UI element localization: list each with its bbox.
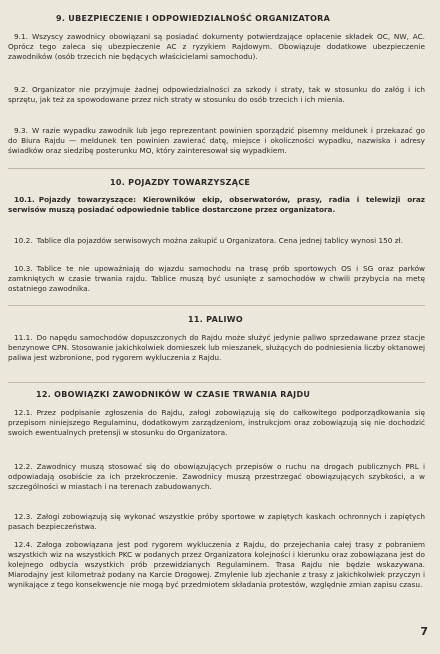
paragraph-number: 11.1.: [14, 333, 33, 342]
paragraph-text: W razie wypadku zawodnik lub jego reprezentant powinien sporządzić pisemny meldunek i przekazać go do Biura Rajdu — meldunek ten powinien zawierać datę, miejsce i okoliczności wypadku, nazwiska i adresy świadków oraz siedzibę posterunku MO, który zainteresował się wypadkiem.: [8, 126, 425, 155]
paragraph-12-3: [8, 512, 425, 532]
paragraph-number: 9.1.: [14, 32, 28, 41]
paragraph-number: 10.2.: [14, 236, 33, 245]
paragraph-number: 12.4.: [14, 540, 33, 549]
paragraph-number: 10.3.: [14, 264, 33, 273]
paragraph-number: 10.1.: [14, 195, 35, 204]
section-heading-12: 12. OBOWIĄZKI ZAWODNIKÓW W CZASIE TRWANIA RAJDU: [36, 390, 311, 399]
paragraph-9-2: [8, 85, 425, 105]
paragraph-9-1: [8, 32, 425, 62]
paragraph-number: 12.1.: [14, 408, 33, 417]
section-divider: [8, 382, 425, 383]
paragraph-text: Załoga zobowiązana jest pod rygorem wykluczenia z Rajdu, do przejechania całej trasy z pobraniem wszystkich wiz na wszystkich PKC w podanych przez Organizatora kolejności i kierunku oraz zobowiązana jest do kolejnego odbycia wszystkich prób przewidzianych Regulaminem. Trasa Rajdu nie będzie wskazywana. Miarodajny jest kilometraż podany na Karcie Drogowej. Zmylenie lub zjechanie z trasy z jakichkolwiek przyczyn i wynikające z tego konsekwencje nie mogą być przedmiotem składania protestów, względnie zmian zapisu czasu.: [8, 540, 425, 589]
paragraph-text: Pojazdy towarzyszące: Kierowników ekip, obserwatorów, prasy, radia i telewizji oraz serwisów muszą posiadać odpowiednie tablice dostarczone przez organizatora.: [8, 195, 425, 214]
paragraph-10-3: [8, 264, 425, 294]
paragraph-12-2: [8, 462, 425, 492]
section-heading-11: 11. PALIWO: [188, 315, 243, 324]
paragraph-text: Do napędu samochodów dopuszczonych do Rajdu może służyć jedynie paliwo sprzedawane przez stacje benzynowe CPN. Stosowanie jakichkolwiek domieszek lub mieszanek, służących do podniesienia liczby oktanowej paliwa jest wzbronione, pod rygorem wykluczenia z Rajdu.: [8, 333, 425, 362]
paragraph-10-2: [8, 236, 425, 246]
paragraph-text: Zawodnicy muszą stosować się do obowiązujących przepisów o ruchu na drogach publicznych PRL i odpowiadają osobiście za ich przekroczenie. Zawodnicy muszą przestrzegać obowiązujących szybkości, a w szczególności w miastach i na terenach zabudowanych.: [8, 462, 425, 491]
section-divider: [8, 305, 425, 306]
paragraph-text: Przez podpisanie zgłoszenia do Rajdu, załogi zobowiązują się do całkowitego podporządkowania się przepisom niniejszego Regulaminu, dodatkowym zarządzeniom, instrukcjom oraz zobowiązują się nie dochodzić swoich ewentualnych pretensji w stosunku do Organizatora.: [8, 408, 425, 437]
paragraph-10-1: [8, 195, 425, 215]
paragraph-12-4: [8, 540, 425, 590]
section-heading-9: 9. UBEZPIECZENIE I ODPOWIEDZIALNOŚĆ ORGANIZATORA: [56, 14, 331, 23]
paragraph-text: Tablice dla pojazdów serwisowych można zakupić u Organizatora. Cena jednej tablicy wynosi 150 zł.: [36, 236, 403, 245]
paragraph-number: 9.2.: [14, 85, 28, 94]
paragraph-text: Załogi zobowiązują się wykonać wszystkie próby sportowe w zapiętych kaskach ochronnych i zapiętych pasach bezpieczeństwa.: [8, 512, 425, 531]
paragraph-11-1: [8, 333, 425, 363]
page-number: 7: [420, 625, 428, 638]
paragraph-number: 12.2.: [14, 462, 33, 471]
paragraph-text: Tablice te nie upoważniają do wjazdu samochodu na trasę prób sportowych OS i SG oraz parków zamkniętych w czasie trwania rajdu. Tablice muszą być usunięte z samochodów w chwili przybycia na metę ostatniego zawodnika.: [8, 264, 425, 293]
paragraph-number: 12.3.: [14, 512, 33, 521]
paragraph-12-1: [8, 408, 425, 438]
section-divider: [8, 168, 425, 169]
paragraph-9-3: [8, 126, 425, 156]
paragraph-number: 9.3.: [14, 126, 28, 135]
paragraph-text: Wszyscy zawodnicy obowiązani są posiadać dokumenty potwierdzające opłacenie składek OC, NW, AC. Oprócz tego zaleca się ubezpieczenie AC z ryzykiem Rajdowym. Obowiązuje dodatkowe ubezpieczenie zawodników (osób trzecich nie będących właścicielami samochodu).: [8, 32, 425, 61]
section-heading-10: 10. POJAZDY TOWARZYSZĄCE: [110, 178, 251, 187]
paragraph-text: Organizator nie przyjmuje żadnej odpowiedzialności za szkody i straty, tak w stosunku do załóg i ich sprzętu, jak też za spowodowane przez nich straty w stosunku do osób trzecich i ich mienia.: [8, 85, 425, 104]
